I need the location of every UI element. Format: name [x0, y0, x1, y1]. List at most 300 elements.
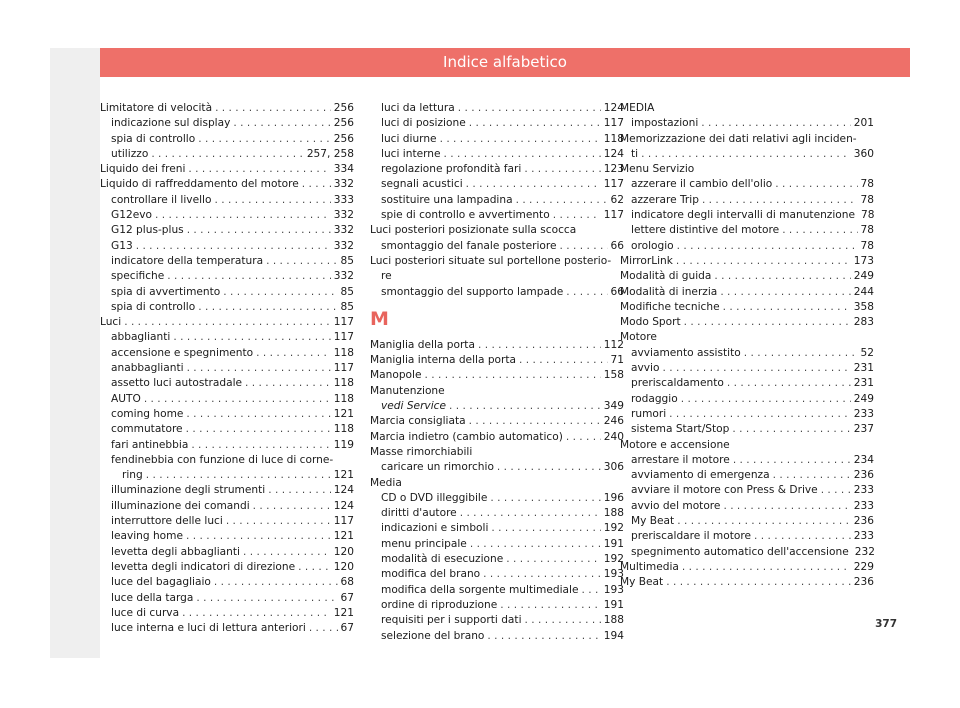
index-entry: [100, 621, 354, 636]
index-entry: [620, 545, 874, 560]
dot-leader: [732, 422, 850, 437]
index-entry-page: 332: [333, 178, 354, 191]
index-entry-label: luci di posizione: [381, 117, 466, 130]
index-entry-page: 256: [333, 102, 354, 114]
index-entry: [100, 346, 354, 361]
page-number: 377: [875, 618, 897, 630]
dot-leader: [702, 193, 858, 208]
dot-leader: [253, 499, 331, 514]
dot-leader: [233, 116, 330, 131]
index-entry-page: 124: [333, 484, 354, 497]
dot-leader: [449, 399, 601, 414]
dot-leader: [733, 453, 851, 468]
index-entry-label: Modalità di guida: [620, 270, 712, 283]
index-entry-page: 246: [603, 415, 624, 428]
dot-leader: [775, 177, 857, 192]
index-entry: [620, 346, 874, 361]
index-entry: [370, 353, 624, 368]
dot-leader: [298, 560, 331, 575]
index-entry: [100, 239, 354, 254]
dot-leader: [478, 338, 601, 353]
index-entry: [620, 315, 874, 330]
index-entry-page: 121: [333, 469, 354, 482]
index-entry-label: utilizzo: [111, 147, 149, 160]
index-entry-page: 78: [861, 209, 875, 222]
index-entry-page: 117: [333, 331, 354, 344]
index-entry-label: Manopole: [370, 369, 422, 382]
index-entry-label: specifiche: [111, 270, 165, 283]
index-entry-label: spia di controllo: [111, 300, 196, 313]
index-entry-page: 237: [853, 423, 874, 436]
dot-leader: [682, 560, 851, 575]
index-entry: [620, 300, 874, 315]
dot-leader: [186, 422, 331, 437]
index-entry-page: 194: [603, 629, 624, 642]
index-entry-label: luce del bagagliaio: [111, 576, 211, 589]
dot-leader: [519, 353, 607, 368]
index-entry-page: 256: [333, 117, 354, 130]
index-entry-label: commutatore: [111, 423, 183, 436]
index-entry-label: Liquido di raffreddamento del motore: [100, 178, 299, 191]
index-entry-label: caricare un rimorchio: [381, 461, 494, 474]
index-entry-label: anabbaglianti: [111, 362, 184, 375]
index-entry-label: orologio: [631, 239, 674, 252]
index-entry-page: 121: [333, 407, 354, 420]
index-entry-page: 78: [860, 193, 874, 206]
index-heading: Motore: [620, 331, 657, 344]
index-entry-page: 232: [854, 545, 875, 558]
index-heading: MEDIA: [620, 102, 655, 114]
dot-leader: [525, 613, 601, 628]
index-entry: [100, 407, 354, 422]
index-entry-label: sistema Start/Stop: [631, 423, 730, 436]
dot-leader: [245, 376, 331, 391]
dot-leader: [720, 285, 850, 300]
index-entry-page: 62: [610, 193, 624, 206]
index-entry-label: indicazione sul display: [111, 117, 231, 130]
dot-leader: [198, 132, 331, 147]
index-entry-label: levetta degli abbaglianti: [111, 545, 240, 558]
index-entry-label: indicatore degli intervalli di manutenzione: [631, 209, 856, 222]
index-entry-label: requisiti per i supporti dati: [381, 614, 522, 627]
dot-leader: [669, 407, 851, 422]
dot-leader: [466, 177, 601, 192]
dot-leader: [151, 147, 304, 162]
index-entry: [370, 613, 624, 628]
dot-leader: [506, 552, 601, 567]
index-entry-label: assetto luci autostradale: [111, 377, 243, 390]
index-entry-page: 117: [603, 178, 624, 191]
index-entry: [370, 208, 624, 223]
index-entry: [100, 162, 354, 177]
index-entry-page: 78: [860, 178, 874, 191]
index-entry: [370, 567, 624, 582]
index-entry: [370, 552, 624, 567]
index-entry-label: avvio: [631, 362, 660, 375]
dot-leader: [681, 392, 851, 407]
index-entry-label: indicazioni e simboli: [381, 522, 489, 535]
index-entry: [620, 193, 874, 208]
index-entry-page: 233: [853, 484, 874, 497]
index-entry-page: 192: [603, 553, 624, 566]
index-entry-page: 66: [610, 239, 624, 252]
index-entry-label: Maniglia della porta: [370, 338, 475, 351]
index-entry-page: 71: [610, 354, 624, 367]
index-entry-page: 120: [333, 545, 354, 558]
index-entry-label: azzerare Trip: [631, 193, 699, 206]
index-entry-label: indicatore della temperatura: [111, 254, 264, 267]
index-entry-label: abbaglianti: [111, 331, 171, 344]
index-entry-page: 67: [340, 591, 354, 604]
index-entry-page: 236: [853, 576, 874, 589]
index-entry: [620, 392, 874, 407]
dot-leader: [524, 162, 600, 177]
index-entry-label: avviare il motore con Press & Drive: [631, 484, 818, 497]
index-entry-page: 121: [333, 606, 354, 619]
index-entry-label: rodaggio: [631, 392, 678, 405]
dot-leader: [214, 575, 338, 590]
index-heading: Luci posteriori posizionate sulla scocca: [370, 224, 577, 237]
dot-leader: [666, 575, 851, 590]
index-entry: [100, 193, 354, 208]
index-entry-page: 118: [333, 423, 354, 436]
index-entry: [620, 407, 874, 422]
index-entry-label: Modalità di inerzia: [620, 285, 718, 298]
index-heading: fendinebbia con funzione di luce di corne-: [111, 453, 334, 466]
index-heading: Masse rimorchiabili: [370, 445, 473, 458]
index-entry: [620, 529, 874, 544]
index-entry-label: smontaggio del supporto lampade: [381, 285, 564, 298]
index-entry-page: 121: [333, 530, 354, 543]
index-entry-label: accensione e spegnimento: [111, 346, 254, 359]
index-entry: [620, 116, 874, 131]
index-entry-page: 123: [603, 163, 624, 176]
index-entry-label: CD o DVD illeggibile: [381, 491, 488, 504]
index-entry: [370, 285, 624, 300]
index-entry-label: G12 plus-plus: [111, 224, 184, 237]
index-entry-page: 85: [340, 285, 354, 298]
page-header: [100, 48, 910, 77]
index-entry-label: luci diurne: [381, 132, 437, 145]
dot-leader: [155, 208, 331, 223]
index-entry-label: rumori: [631, 407, 667, 420]
index-entry-label: modalità di esecuzione: [381, 553, 504, 566]
index-entry-label: Limitatore di velocità: [100, 102, 213, 114]
index-entry-page: 334: [333, 163, 354, 176]
index-entry-label: smontaggio del fanale posteriore: [381, 239, 557, 252]
index-entry-page: 358: [853, 300, 874, 313]
dot-leader: [469, 116, 601, 131]
index-entry-label: Multimedia: [620, 560, 679, 573]
index-entry: [100, 376, 354, 391]
dot-leader: [677, 239, 858, 254]
dot-leader: [458, 101, 601, 116]
index-entry-label: avviamento assistito: [631, 346, 741, 359]
dot-leader: [196, 591, 337, 606]
index-entry: [100, 499, 354, 514]
index-entry-page: 193: [603, 583, 624, 596]
index-entry-page: 332: [333, 224, 354, 237]
index-entry: [100, 132, 354, 147]
index-entry-label: preriscaldamento: [631, 377, 724, 390]
index-entry: [620, 575, 874, 590]
index-entry-page: 244: [853, 285, 874, 298]
index-entry: [100, 545, 354, 560]
index-entry-page: 78: [860, 224, 874, 237]
index-entry-page: 118: [333, 392, 354, 405]
index-entry-page: 117: [603, 117, 624, 130]
dot-leader: [566, 430, 601, 445]
index-entry-page: 117: [333, 515, 354, 528]
index-entry-label: preriscaldare il motore: [631, 530, 751, 543]
index-entry-label: ordine di riproduzione: [381, 598, 498, 611]
index-entry-label: leaving home: [111, 530, 184, 543]
index-entry: [620, 560, 874, 575]
dot-leader: [662, 361, 850, 376]
dot-leader: [191, 438, 330, 453]
dot-leader: [500, 598, 601, 613]
dot-leader: [754, 529, 851, 544]
index-entry: [620, 254, 874, 269]
dot-leader: [714, 269, 850, 284]
index-entry-page: 332: [333, 270, 354, 283]
index-entry-label: avvio del motore: [631, 499, 721, 512]
index-entry-page: 68: [340, 576, 354, 589]
index-entry-page: 283: [853, 316, 874, 329]
index-section-letter: M: [370, 307, 389, 330]
index-entry-label: levetta degli indicatori di direzione: [111, 560, 296, 573]
index-heading: Memorizzazione dei dati relativi agli inciden-: [620, 132, 857, 145]
index-entry-label: avviamento di emergenza: [631, 469, 770, 482]
index-entry: [370, 147, 624, 162]
dot-leader: [491, 521, 600, 536]
index-entry: [370, 414, 624, 429]
index-entry: [370, 101, 624, 116]
index-entry: [370, 583, 624, 598]
index-entry: [620, 223, 874, 238]
index-entry: [620, 177, 874, 192]
dot-leader: [268, 483, 331, 498]
dot-leader: [188, 162, 330, 177]
index-entry: [370, 460, 624, 475]
index-entry: [620, 453, 874, 468]
index-entry-page: 191: [603, 537, 624, 550]
index-entry-label: modifica della sorgente multimediale: [381, 583, 579, 596]
dot-leader: [516, 193, 608, 208]
dot-leader: [566, 285, 607, 300]
index-entry: [100, 116, 354, 131]
index-entry-page: 118: [333, 346, 354, 359]
index-entry-label: Maniglia interna della porta: [370, 354, 517, 367]
index-entry: [100, 468, 354, 483]
dot-leader: [243, 545, 331, 560]
dot-leader: [460, 506, 601, 521]
index-entry-page: 188: [603, 614, 624, 627]
index-entry: [100, 101, 354, 116]
index-entry: [620, 269, 874, 284]
index-entry-page: 120: [333, 560, 354, 573]
index-entry: [100, 591, 354, 606]
index-entry-page: 193: [603, 568, 624, 581]
dot-leader: [497, 460, 601, 475]
index-entry-page: 360: [853, 147, 874, 160]
index-entry-label: selezione del brano: [381, 629, 485, 642]
index-heading: Manutenzione: [370, 384, 445, 397]
dot-leader: [744, 346, 858, 361]
index-entry: [100, 361, 354, 376]
dot-leader: [425, 368, 601, 383]
index-entry-page: 231: [853, 362, 874, 375]
index-entry-label: luce interna e luci di lettura anteriori: [111, 622, 306, 635]
dot-leader: [256, 346, 331, 361]
index-entry: [370, 177, 624, 192]
index-entry-label: spegnimento automatico dell'accensione: [631, 545, 849, 558]
index-entry: [620, 285, 874, 300]
index-entry-page: 196: [603, 491, 624, 504]
index-entry: [370, 629, 624, 644]
index-heading: Media: [370, 476, 402, 489]
dot-leader: [186, 529, 331, 544]
index-entry-page: 333: [333, 193, 354, 206]
dot-leader: [440, 132, 601, 147]
dot-leader: [167, 269, 331, 284]
index-entry-page: 158: [603, 369, 624, 382]
dot-leader: [676, 254, 851, 269]
index-entry: [620, 147, 874, 162]
dot-leader: [223, 285, 337, 300]
dot-leader: [146, 468, 331, 483]
dot-leader: [560, 239, 608, 254]
index-entry-label: interruttore delle luci: [111, 515, 223, 528]
dot-leader: [641, 147, 851, 162]
dot-leader: [309, 621, 338, 636]
index-entry: [370, 162, 624, 177]
index-entry-label: luci da lettura: [381, 102, 455, 114]
index-entry-label: spia di avvertimento: [111, 285, 221, 298]
index-entry-page: 231: [853, 377, 874, 390]
index-entry-label: MirrorLink: [620, 254, 673, 267]
index-entry: [370, 116, 624, 131]
index-entry: [370, 430, 624, 445]
dot-leader: [187, 223, 331, 238]
index-entry-label: spie di controllo e avvertimento: [381, 209, 550, 222]
index-entry-page: 257, 258: [306, 147, 354, 160]
index-entry-page: 173: [853, 254, 874, 267]
dot-leader: [727, 376, 851, 391]
index-entry: [620, 514, 874, 529]
dot-leader: [173, 330, 330, 345]
index-entry-label: Luci: [100, 316, 122, 329]
index-heading: Motore e accensione: [620, 438, 730, 451]
index-entry: [620, 483, 874, 498]
index-entry-label: ti: [631, 147, 639, 160]
dot-leader: [684, 315, 851, 330]
index-entry: [620, 239, 874, 254]
index-entry-label: My Beat: [631, 515, 675, 528]
index-entry-page: 78: [860, 239, 874, 252]
dot-leader: [215, 101, 331, 116]
index-entry-page: 306: [603, 461, 624, 474]
index-entry-page: 85: [340, 300, 354, 313]
index-entry-page: 117: [333, 362, 354, 375]
index-entry-label: segnali acustici: [381, 178, 463, 191]
index-entry: [100, 223, 354, 238]
dot-leader: [782, 223, 857, 238]
index-entry: [100, 300, 354, 315]
index-entry-page: 240: [603, 430, 624, 443]
index-entry-label: regolazione profondità fari: [381, 163, 522, 176]
index-entry: [100, 392, 354, 407]
dot-leader: [487, 629, 600, 644]
index-entry: [370, 521, 624, 536]
index-entry-label: arrestare il motore: [631, 453, 730, 466]
index-entry: [100, 483, 354, 498]
dot-leader: [144, 392, 331, 407]
index-entry: [100, 269, 354, 284]
index-entry-page: 124: [603, 102, 624, 114]
index-entry-label: Modo Sport: [620, 316, 681, 329]
index-entry-label: Liquido dei freni: [100, 163, 186, 176]
index-entry-page: 117: [603, 209, 624, 222]
index-entry-label: luci interne: [381, 147, 441, 160]
index-entry-label: menu principale: [381, 537, 467, 550]
dot-leader: [677, 514, 851, 529]
index-entry: [100, 529, 354, 544]
index-column-1: [100, 101, 354, 636]
dot-leader: [490, 491, 600, 506]
index-entry: [100, 285, 354, 300]
index-entry-page: 124: [333, 499, 354, 512]
index-entry: [100, 514, 354, 529]
dot-leader: [701, 116, 850, 131]
index-entry-page: 256: [333, 132, 354, 145]
index-column-3: [620, 101, 874, 591]
index-entry-label: illuminazione dei comandi: [111, 499, 250, 512]
index-entry: [620, 422, 874, 437]
index-entry: [370, 491, 624, 506]
index-entry-label: diritti d'autore: [381, 507, 457, 520]
dot-leader: [723, 300, 851, 315]
index-entry: [620, 361, 874, 376]
index-entry: [100, 330, 354, 345]
index-entry-label: AUTO: [111, 392, 141, 405]
index-entry-label: G12evo: [111, 209, 152, 222]
index-entry-label: spia di controllo: [111, 132, 196, 145]
index-entry: [100, 575, 354, 590]
index-entry-page: 52: [860, 346, 874, 359]
dot-leader: [470, 537, 601, 552]
dot-leader: [124, 315, 331, 330]
index-entry-label: Marcia indietro (cambio automatico): [370, 430, 563, 443]
dot-leader: [821, 483, 851, 498]
index-entry: [370, 132, 624, 147]
dot-leader: [182, 606, 331, 621]
index-entry-page: 201: [853, 117, 874, 130]
index-entry-label: G13: [111, 239, 133, 252]
index-entry: [100, 422, 354, 437]
index-entry-label: sostituire una lampadina: [381, 193, 513, 206]
index-entry-page: 188: [603, 507, 624, 520]
index-entry: [370, 368, 624, 383]
dot-leader: [483, 567, 601, 582]
index-entry: [370, 506, 624, 521]
page-background: [50, 48, 910, 658]
index-entry: [370, 338, 624, 353]
index-entry-page: 249: [853, 392, 874, 405]
index-entry: [620, 468, 874, 483]
index-entry: [370, 239, 624, 254]
index-content: [100, 77, 910, 658]
